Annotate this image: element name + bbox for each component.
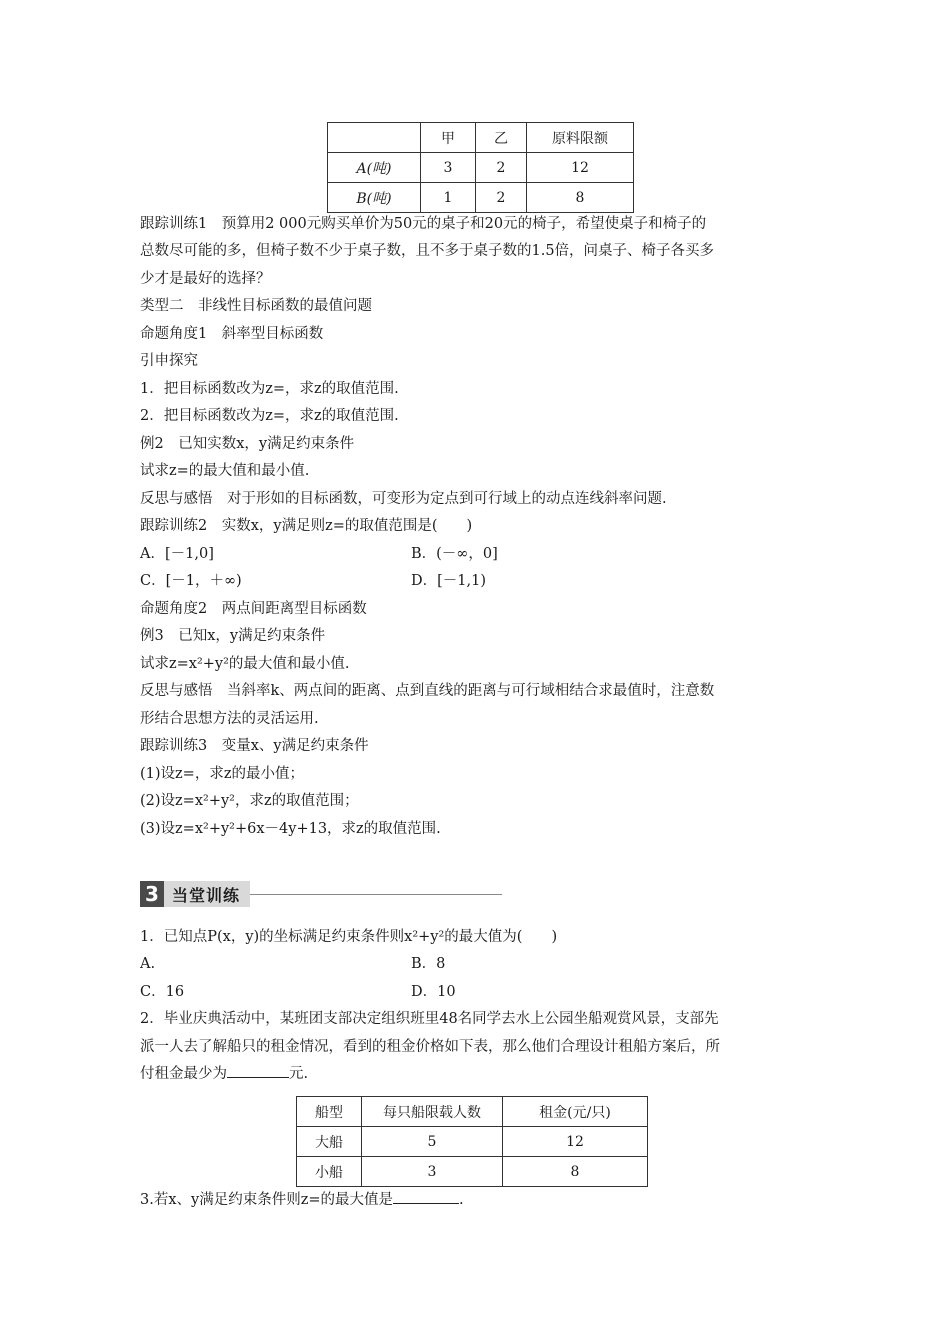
table-cell: 每只船限载人数 bbox=[362, 1097, 503, 1127]
table-header-row bbox=[297, 1097, 648, 1127]
question-3-text: 3.若x、y满足约束条件则z=的最大值是 bbox=[140, 1192, 393, 1208]
table-cell: 甲 bbox=[421, 123, 476, 153]
question-3 bbox=[140, 1187, 464, 1215]
option-b: B．(－∞，0] bbox=[411, 546, 498, 562]
table-cell: B(吨) bbox=[328, 183, 421, 213]
option-d: D．[－1,1) bbox=[411, 573, 486, 589]
section-header bbox=[140, 881, 502, 907]
example-heading: 例3 已知x，y满足约束条件 bbox=[140, 628, 326, 644]
table-row bbox=[328, 153, 634, 183]
table-cell: A(吨) bbox=[328, 153, 421, 183]
text-line: (3)设z=x²+y²+6x－4y+13，求z的取值范围. bbox=[140, 821, 441, 837]
option-a: A. bbox=[140, 956, 156, 972]
table-cell: 船型 bbox=[297, 1097, 362, 1127]
text-line: 总数尽可能的多，但椅子数不少于桌子数，且不多于桌子数的1.5倍，问桌子、椅子各买多 bbox=[140, 243, 715, 259]
table-cell bbox=[328, 123, 421, 153]
table-cell: 12 bbox=[503, 1127, 648, 1157]
table-cell: 12 bbox=[527, 153, 634, 183]
text-line: 跟踪训练1 预算用2 000元购买单价为50元的桌子和20元的椅子，希望使桌子和椅子的 bbox=[140, 216, 707, 232]
answer-blank bbox=[227, 1061, 289, 1078]
question-2-text: 付租金最少为 bbox=[140, 1066, 227, 1082]
table-header-row bbox=[328, 123, 634, 153]
boat-rental-table bbox=[296, 1096, 648, 1187]
table-cell: 2 bbox=[476, 183, 527, 213]
answer-blank bbox=[393, 1187, 459, 1204]
section-divider bbox=[250, 894, 502, 895]
text-line: (1)设z=，求z的最小值； bbox=[140, 766, 304, 782]
subsection-heading: 命题角度1 斜率型目标函数 bbox=[140, 326, 324, 342]
option-c: C．[－1，＋∞) bbox=[140, 573, 242, 589]
table-cell: 乙 bbox=[476, 123, 527, 153]
text-line: 2．把目标函数改为z=，求z的取值范围. bbox=[140, 408, 399, 424]
text-line: 跟踪训练2 实数x，y满足则z=的取值范围是( ) bbox=[140, 518, 473, 534]
question-2-end: 元. bbox=[289, 1066, 309, 1082]
table-cell: 小船 bbox=[297, 1157, 362, 1187]
table-cell: 原料限额 bbox=[527, 123, 634, 153]
table-cell: 8 bbox=[527, 183, 634, 213]
option-c: C．16 bbox=[140, 984, 185, 1000]
table-row bbox=[297, 1157, 648, 1187]
question-2-line: 派一人去了解船只的租金情况，看到的租金价格如下表，那么他们合理设计租船方案后，所 bbox=[140, 1039, 720, 1055]
table-cell: 1 bbox=[421, 183, 476, 213]
section-number-badge: 3 bbox=[140, 881, 164, 907]
table-cell: 租金(元/只) bbox=[503, 1097, 648, 1127]
table-cell: 2 bbox=[476, 153, 527, 183]
text-line: 反思与感悟 当斜率k、两点间的距离、点到直线的距离与可行域相结合求最值时，注意数 bbox=[140, 683, 715, 699]
text-line: 1．把目标函数改为z=，求z的取值范围. bbox=[140, 381, 399, 397]
question-2-line bbox=[140, 1061, 308, 1089]
option-a: A．[－1,0] bbox=[140, 546, 214, 562]
text-line: 反思与感悟 对于形如的目标函数，可变形为定点到可行域上的动点连线斜率问题. bbox=[140, 491, 667, 507]
table-row bbox=[297, 1127, 648, 1157]
subsection-heading: 命题角度2 两点间距离型目标函数 bbox=[140, 601, 367, 617]
text-line: 试求z=的最大值和最小值. bbox=[140, 463, 310, 479]
text-line: 跟踪训练3 变量x、y满足约束条件 bbox=[140, 738, 369, 754]
question-2-line: 2．毕业庆典活动中，某班团支部决定组织班里48名同学去水上公园坐船观赏风景，支部先 bbox=[140, 1011, 719, 1027]
question-1: 1．已知点P(x，y)的坐标满足约束条件则x²+y²的最大值为( ) bbox=[140, 929, 558, 945]
text-line: (2)设z=x²+y²，求z的取值范围； bbox=[140, 793, 359, 809]
table-row bbox=[328, 183, 634, 213]
question-3-end: . bbox=[459, 1192, 464, 1208]
text-line: 试求z=x²+y²的最大值和最小值. bbox=[140, 656, 350, 672]
text-line: 少才是最好的选择？ bbox=[140, 271, 271, 287]
example-heading: 例2 已知实数x，y满足约束条件 bbox=[140, 436, 355, 452]
material-limit-table bbox=[327, 122, 634, 213]
option-d: D．10 bbox=[411, 984, 456, 1000]
text-line: 形结合思想方法的灵活运用. bbox=[140, 711, 319, 727]
table-cell: 8 bbox=[503, 1157, 648, 1187]
table-cell: 3 bbox=[362, 1157, 503, 1187]
option-b: B．8 bbox=[411, 956, 446, 972]
table-cell: 3 bbox=[421, 153, 476, 183]
section-heading: 类型二 非线性目标函数的最值问题 bbox=[140, 298, 372, 314]
table-cell: 5 bbox=[362, 1127, 503, 1157]
section-title: 当堂训练 bbox=[164, 881, 250, 907]
table-cell: 大船 bbox=[297, 1127, 362, 1157]
text-line: 引申探究 bbox=[140, 353, 198, 369]
